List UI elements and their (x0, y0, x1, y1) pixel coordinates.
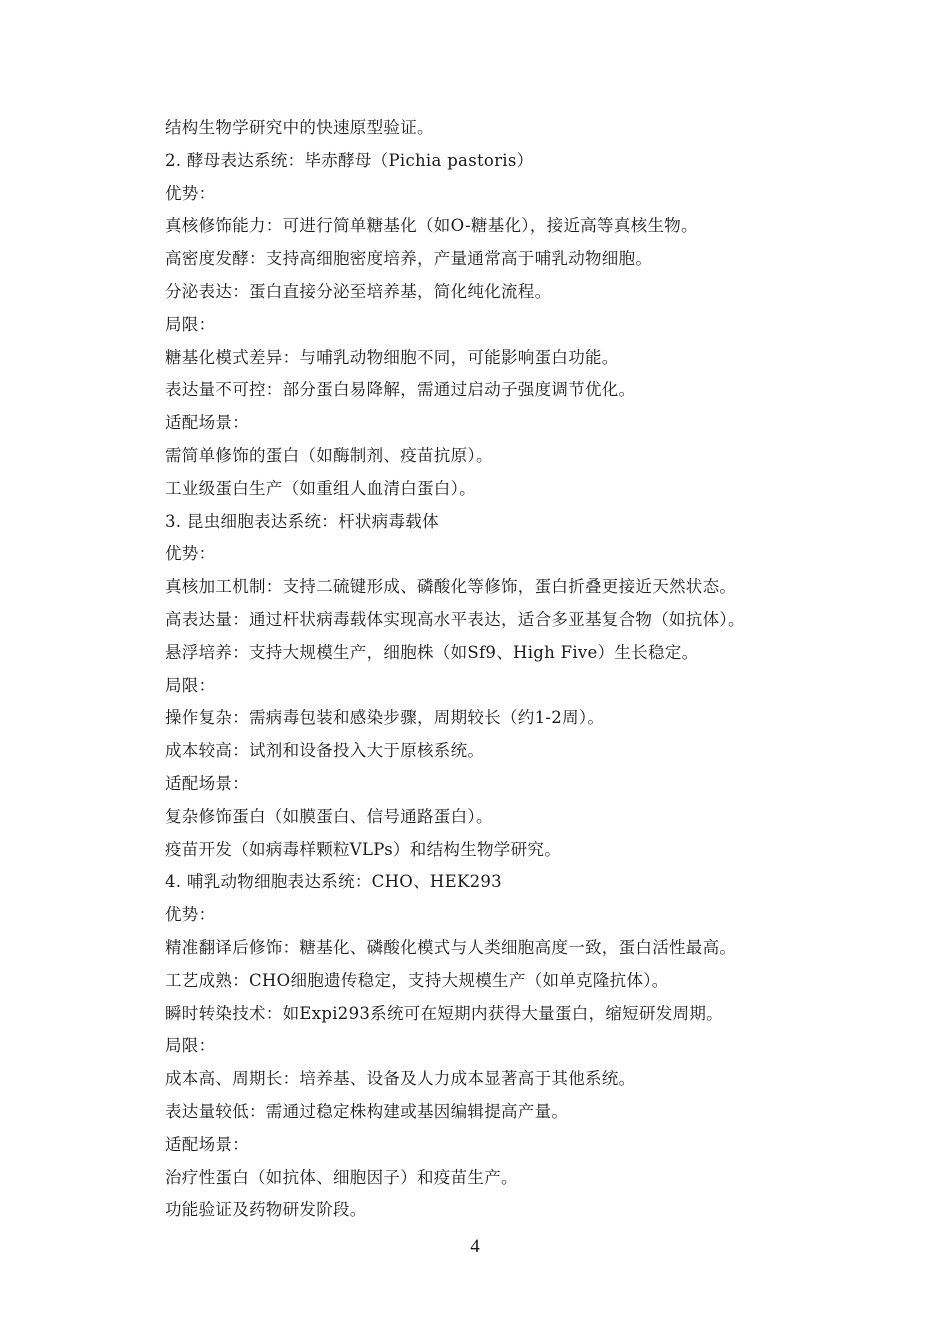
text-line: 糖基化模式差异：与哺乳动物细胞不同，可能影响蛋白功能。 (165, 347, 619, 367)
text-line: 需简单修饰的蛋白（如酶制剂、疫苗抗原）。 (165, 445, 493, 465)
subheading-advantages: 优势： (165, 905, 216, 925)
subheading-applications: 适配场景： (165, 413, 249, 433)
text-line: 真核修饰能力：可进行简单糖基化（如O-糖基化），接近高等真核生物。 (165, 216, 698, 236)
subheading-advantages: 优势： (165, 183, 216, 203)
section-heading-mammalian: 4. 哺乳动物细胞表达系统：CHO、HEK293 (165, 872, 502, 892)
text-line: 成本高、周期长：培养基、设备及人力成本显著高于其他系统。 (165, 1069, 636, 1089)
subheading-limitations: 局限： (165, 675, 216, 695)
subheading-advantages: 优势： (165, 544, 216, 564)
text-line: 悬浮培养：支持大规模生产，细胞株（如Sf9、High Five）生长稳定。 (165, 642, 699, 662)
text-line: 高表达量：通过杆状病毒载体实现高水平表达，适合多亚基复合物（如抗体）。 (165, 609, 745, 629)
text-line: 分泌表达：蛋白直接分泌至培养基，简化纯化流程。 (165, 281, 552, 301)
text-line: 复杂修饰蛋白（如膜蛋白、信号通路蛋白）。 (165, 806, 493, 826)
subheading-limitations: 局限： (165, 314, 216, 334)
text-line: 成本较高：试剂和设备投入大于原核系统。 (165, 741, 485, 761)
text-line: 表达量较低：需通过稳定株构建或基因编辑提高产量。 (165, 1101, 569, 1121)
text-line: 工艺成熟：CHO细胞遗传稳定，支持大规模生产（如单克隆抗体）。 (165, 970, 669, 990)
subheading-applications: 适配场景： (165, 1134, 249, 1154)
section-heading-insect: 3. 昆虫细胞表达系统：杆状病毒载体 (165, 511, 439, 531)
text-line: 真核加工机制：支持二硫键形成、磷酸化等修饰，蛋白折叠更接近天然状态。 (165, 577, 737, 597)
text-line: 治疗性蛋白（如抗体、细胞因子）和疫苗生产。 (165, 1167, 518, 1187)
section-heading-yeast: 2. 酵母表达系统：毕赤酵母（Pichia pastoris） (165, 150, 534, 170)
text-line: 功能验证及药物研发阶段。 (165, 1200, 367, 1220)
text-line: 瞬时转染技术：如Expi293系统可在短期内获得大量蛋白，缩短研发周期。 (165, 1003, 723, 1023)
text-line: 表达量不可控：部分蛋白易降解，需通过启动子强度调节优化。 (165, 380, 636, 400)
subheading-limitations: 局限： (165, 1036, 216, 1056)
text-line: 操作复杂：需病毒包装和感染步骤，周期较长（约1-2周）。 (165, 708, 605, 728)
text-line: 工业级蛋白生产（如重组人血清白蛋白）。 (165, 478, 476, 498)
page-number: 4 (470, 1236, 480, 1257)
text-line: 精准翻译后修饰：糖基化、磷酸化模式与人类细胞高度一致，蛋白活性最高。 (165, 937, 737, 957)
text-line: 高密度发酵：支持高细胞密度培养，产量通常高于哺乳动物细胞。 (165, 249, 653, 269)
page-body (165, 112, 845, 1227)
text-line: 结构生物学研究中的快速原型验证。 (165, 118, 434, 137)
subheading-applications: 适配场景： (165, 773, 249, 793)
text-line: 疫苗开发（如病毒样颗粒VLPs）和结构生物学研究。 (165, 839, 561, 859)
